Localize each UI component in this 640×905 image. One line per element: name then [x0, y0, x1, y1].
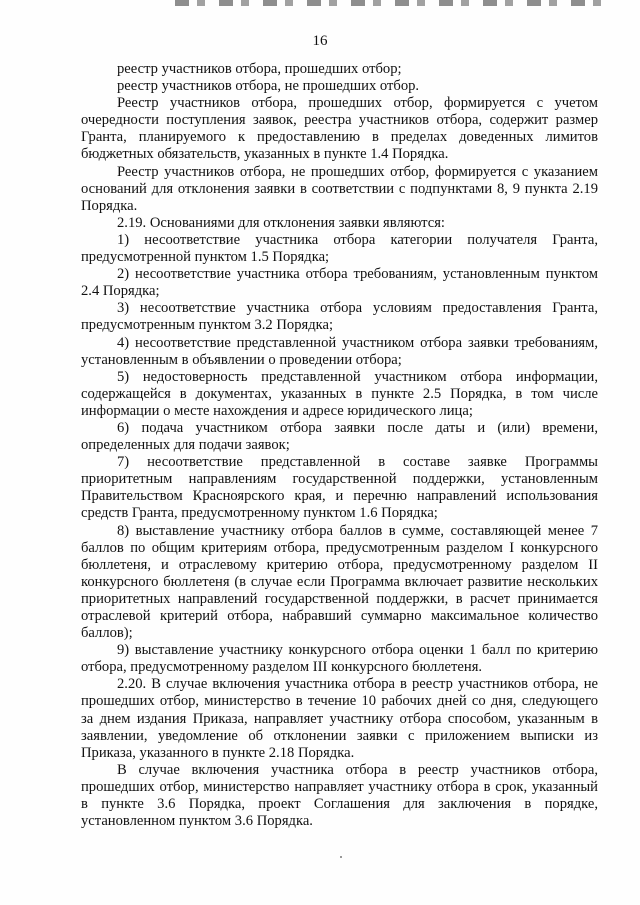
list-item: 4) несоответствие представленной участником отбора заявки требованиям, установленным в объявлении о проведении отбора; — [81, 334, 598, 368]
paragraph: реестр участников отбора, прошедших отбор; — [117, 61, 402, 77]
list-item: 8) выставление участнику отбора баллов в сумме, составляющей менее 7 баллов по общим критериям отбора, предусмотренным разделом I конкурсного бюллетеня, и отраслевому критерию отбора, предусмотренному разделом II конкурсного бюллетеня (в случае если Программа включает развитие нескольких приоритетных направлений государственной поддержки, в расчет принимается отраслевой критерий отбора, набравший суммарно максимальное количество баллов); — [81, 522, 598, 642]
paragraph: В случае включения участника отбора в реестр участников отбора, прошедших отбор, министерство направляет участнику отбора в срок, указанный в пункте 3.6 Порядка, проект Соглашения для заключения в порядке, установленном пунктом 3.6 Порядка. — [81, 761, 598, 830]
scan-speck — [340, 856, 342, 858]
paragraph: реестр участников отбора, не прошедших отбор. — [117, 78, 420, 95]
paragraph: Реестр участников отбора, не прошедших отбор, формируется с указанием оснований для отклонения заявки в соответствии с подпунктами 8, 9 пункта 2.19 Порядка. — [81, 163, 598, 214]
list-item: 3) несоответствие участника отбора условиям предоставления Гранта, предусмотренным пунктом 3.2 Порядка; — [81, 300, 598, 334]
paragraph: 2.19. Основаниями для отклонения заявки являются: — [117, 214, 445, 231]
list-item: 6) подача участником отбора заявки после даты и (или) времени, определенных для подачи заявок; — [81, 419, 598, 454]
paragraph: Реестр участников отбора, прошедших отбор, формируется с учетом очередности поступления заявок, реестра участников отбора, содержит размер Гранта, планируемого к предоставлению в пределах доведенных лимитов бюджетных обязательств, указанных в пункте 1.4 Порядка. — [81, 95, 598, 163]
paragraph: 2.20. В случае включения участника отбора в реестр участников отбора, не прошедших отбор, министерство в течение 10 рабочих дней со дня, следующего за днем издания Приказа, направляет участнику отбора способом, указанным в заявлении, уведомление об отклонении заявки с приложением выписки из Приказа, указанного в пункте 2.18 Порядка. — [81, 676, 598, 761]
document-body — [81, 61, 598, 830]
list-item: 2) несоответствие участника отбора требованиям, установленным пунктом 2.4 Порядка; — [81, 266, 598, 300]
list-item: 7) несоответствие представленной в составе заявке Программы приоритетным направлениям государственной поддержки, установленным Правительством Красноярского края, и перечню направлений использования средств Гранта, предусмотренному пунктом 1.6 Порядка; — [81, 454, 598, 522]
scan-artifact-top — [175, 0, 605, 6]
page-number: 16 — [312, 33, 328, 49]
list-item: 1) несоответствие участника отбора категории получателя Гранта, предусмотренной пунктом 1.5 Порядка; — [81, 231, 598, 266]
list-item: 5) недостоверность представленной участником отбора информации, содержащейся в документах, указанных в пункте 2.5 Порядка, в том числе информации о месте нахождения и адресе юридического лица; — [81, 368, 598, 419]
list-item: 9) выставление участнику конкурсного отбора оценки 1 балл по критерию отбора, предусмотренному разделом III конкурсного бюллетеня. — [81, 642, 598, 676]
